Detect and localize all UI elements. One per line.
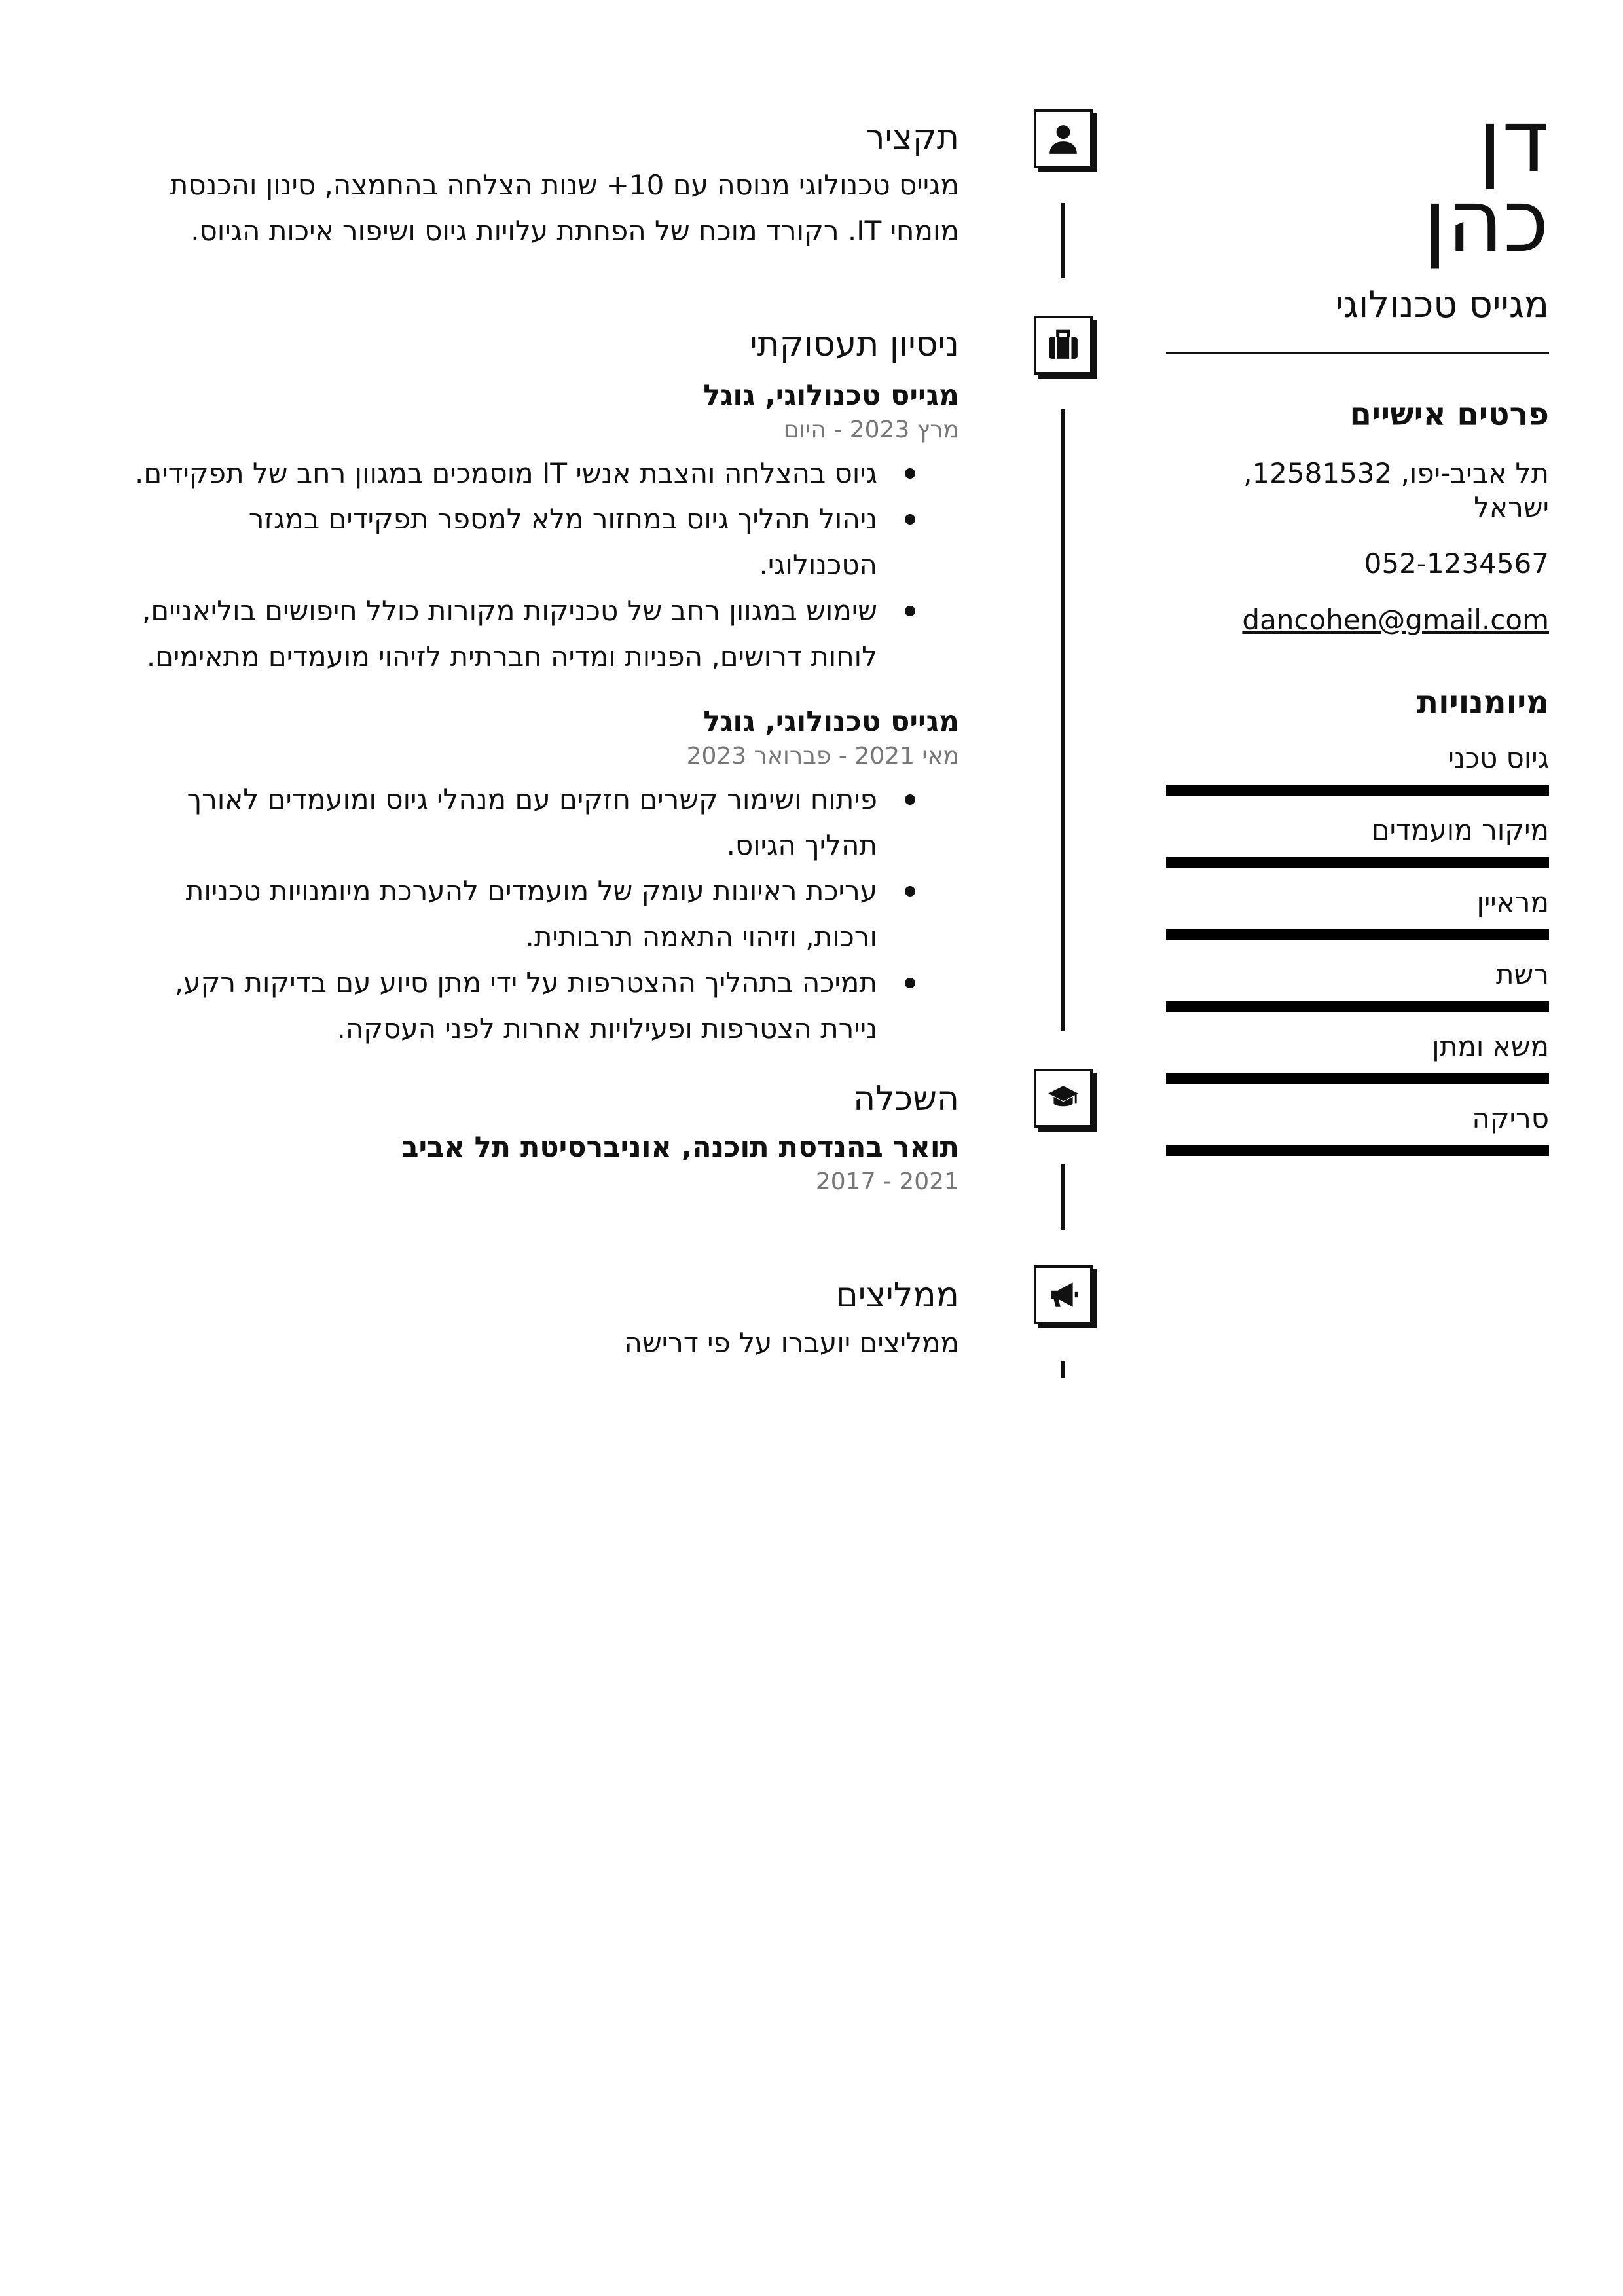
skill-level-fill: [1166, 857, 1549, 868]
jobs-list: [134, 377, 959, 1052]
job-entry: [134, 703, 959, 1052]
skill-level-bar: [1166, 929, 1549, 940]
sidebar: [1166, 91, 1549, 1156]
job-bullets: [134, 451, 959, 680]
first-name: דן: [1478, 91, 1549, 192]
skill-item: [1166, 807, 1549, 868]
personal-details-section: [1166, 395, 1549, 637]
experience-section: [134, 324, 959, 1052]
job-bullet: פיתוח ושימור קשרים חזקים עם מנהלי גיוס ומועמדים לאורך תהליך הגיוס.: [134, 777, 877, 868]
skill-level-fill: [1166, 1001, 1549, 1012]
address: תל אביב-יפו, 12581532, ישראל: [1243, 457, 1549, 523]
timeline-line: [1061, 1361, 1065, 1378]
summary-text: מגייס טכנולוגי מנוסה עם 10+ שנות הצלחה בהחמצה, סינון והכנסת מומחי IT. רקורד מוכח של הפחתת עלויות גיוס ושיפור איכות הגיוס.: [170, 169, 959, 247]
job-bullet: גיוס בהצלחה והצבת אנשי IT מוסמכים במגוון רחב של תפקידים.: [134, 451, 877, 496]
skill-label: רשת: [1495, 958, 1549, 990]
sidebar-divider: [1166, 352, 1549, 354]
skill-label: גיוס טכני: [1448, 742, 1549, 774]
job-bullet: שימוש במגוון רחב של טכניקות מקורות כולל חיפושים בוליאניים, לוחות דרושים, הפניות ומדיה חברתית לזיהוי מועמדים מתאימים.: [134, 588, 877, 680]
briefcase-icon: [1034, 316, 1093, 375]
education-heading: השכלה: [853, 1079, 959, 1119]
skill-item: [1166, 1024, 1549, 1084]
skill-level-fill: [1166, 929, 1549, 940]
skill-item: [1166, 735, 1549, 796]
personal-details-heading: פרטים אישיים: [1349, 396, 1549, 433]
timeline-line: [1061, 409, 1065, 1031]
skill-level-bar: [1166, 1001, 1549, 1012]
references-heading: ממליצים: [835, 1276, 959, 1315]
skill-label: מראיין: [1476, 886, 1549, 918]
job-role: מגייס טכנולוגי, גוגל: [703, 705, 959, 738]
skill-label: מיקור מועמדים: [1371, 814, 1549, 846]
skill-label: סריקה: [1472, 1102, 1549, 1134]
job-bullet: עריכת ראיונות עומק של מועמדים להערכת מיומנויות טכניות ורכות, וזיהוי התאמה תרבותית.: [134, 868, 877, 960]
megaphone-icon: [1034, 1265, 1093, 1324]
education-dates: 2021 - 2017: [815, 1168, 959, 1195]
graduation-cap-icon: [1034, 1069, 1093, 1128]
job-bullets: [134, 777, 959, 1052]
education-section: [134, 1078, 959, 1198]
job-title: מגייס טכנולוגי: [1335, 284, 1549, 326]
skill-level-fill: [1166, 1073, 1549, 1084]
degree-title: תואר בהנדסת תוכנה, אוניברסיטת תל אביב: [401, 1131, 959, 1164]
job-bullet: תמיכה בתהליך ההצטרפות על ידי מתן סיוע עם בדיקות רקע, ניירת הצטרפות ופעילויות אחרות לפני העסקה.: [134, 960, 877, 1052]
job-role: מגייס טכנולוגי, גוגל: [703, 379, 959, 412]
job-bullet: ניהול תהליך גיוס במחזור מלא למספר תפקידים במגזר הטכנולוגי.: [134, 496, 877, 588]
experience-heading: ניסיון תעסוקתי: [749, 325, 959, 364]
skill-level-fill: [1166, 1145, 1549, 1156]
skills-heading: מיומנויות: [1417, 684, 1549, 721]
job-dates: מרץ 2023 - היום: [783, 417, 959, 443]
skill-item: [1166, 1096, 1549, 1156]
email-link[interactable]: dancohen@gmail.com: [1242, 604, 1549, 636]
skill-level-bar: [1166, 785, 1549, 796]
skill-level-bar: [1166, 857, 1549, 868]
phone: 052-1234567: [1364, 547, 1549, 580]
summary-section: [134, 117, 959, 254]
skill-item: [1166, 952, 1549, 1012]
job-dates: מאי 2021 - פברואר 2023: [686, 743, 959, 769]
summary-heading: תקציר: [866, 118, 959, 157]
timeline-line: [1061, 1164, 1065, 1230]
skill-item: [1166, 880, 1549, 940]
references-text: ממליצים יועברו על פי דרישה: [624, 1327, 959, 1359]
skill-label: משא ומתן: [1432, 1030, 1549, 1062]
timeline-line: [1061, 203, 1065, 278]
references-section: [134, 1274, 959, 1366]
last-name: כהן: [1423, 171, 1549, 272]
user-icon: [1034, 109, 1093, 168]
job-entry: [134, 377, 959, 680]
skill-level-fill: [1166, 785, 1549, 796]
skill-level-bar: [1166, 1145, 1549, 1156]
skills-list: [1166, 735, 1549, 1156]
skill-level-bar: [1166, 1073, 1549, 1084]
skills-section: [1166, 683, 1549, 1156]
candidate-name: [1166, 91, 1549, 272]
